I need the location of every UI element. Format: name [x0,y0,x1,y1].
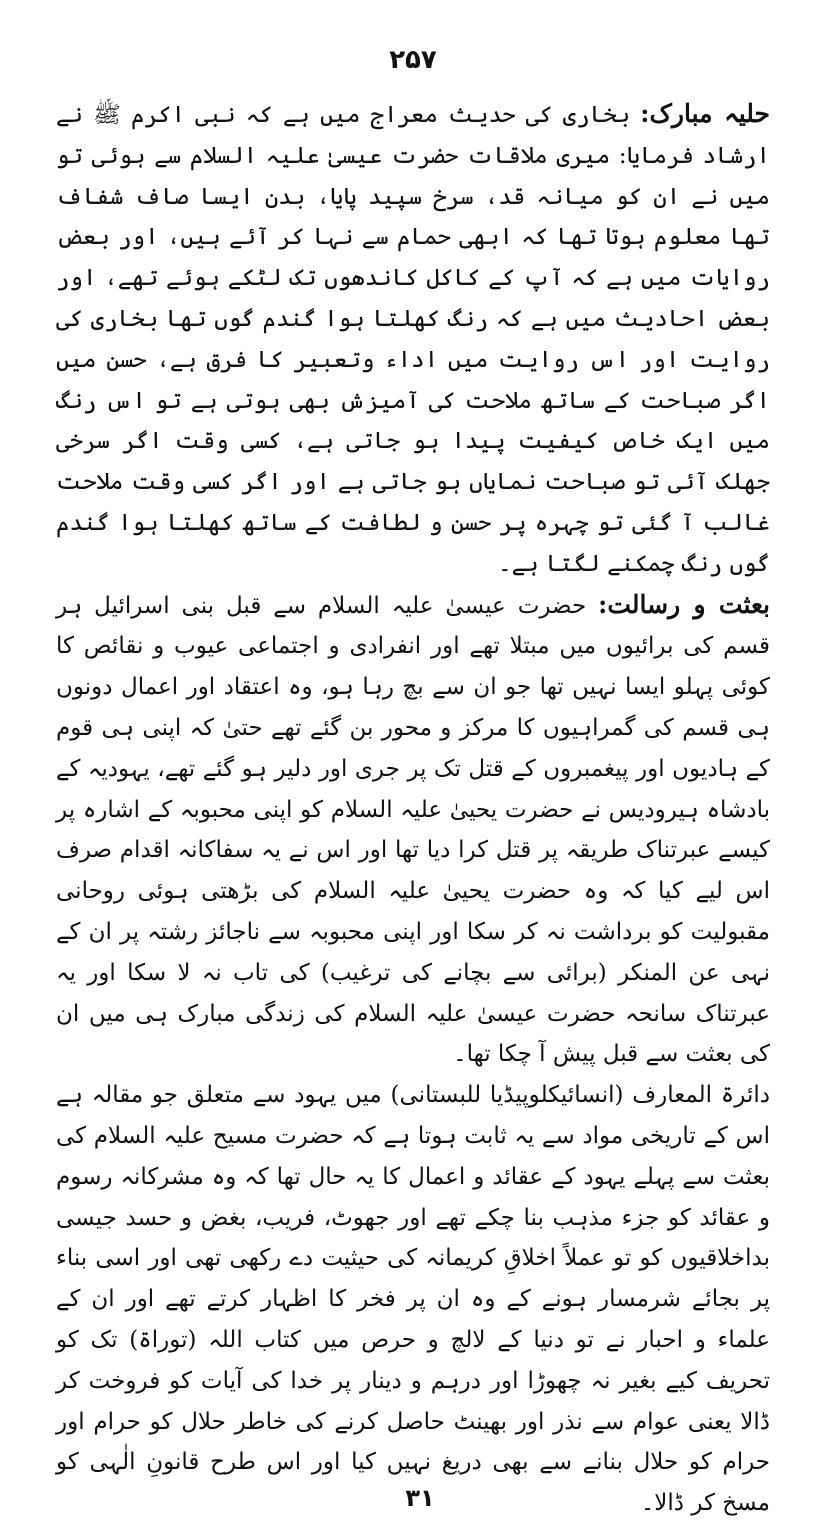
section-heading-appearance: حلیہ مبارک: [640,99,771,128]
paragraph-appearance [56,94,770,585]
paragraph-text: حضرت عیسیٰ علیہ السلام سے قبل بنی اسرائیل ہر قسم کی برائیوں میں مبتلا تھے اور انفرادی و اجتماعی عیوب و نقائص کا کوئی پہلو ایسا نہیں تھا جو ان سے بچ رہا ہو، وہ اعتقاد اور اعمال دونوں ہی قسم کی گمراہیوں کا مرکز و محور بن گئے تھے حتیٰ کہ اپنی ہی قوم کے ہادیوں اور پیغمبروں کے قتل تک پر جری اور دلیر ہو گئے تھے، یہودیہ کے بادشاہ ہیرودیس نے حضرت یحییٰ علیہ السلام کو اپنی محبوبہ کے اشارہ پر کیسے عبرتناک طریقہ پر قتل کرا دیا تھا اور اس نے یہ سفاکانہ اقدام صرف اس لیے کیا کہ وہ حضرت یحییٰ علیہ السلام کی بڑھتی ہوئی روحانی مقبولیت کو برداشت نہ کر سکا اور اپنی محبوبہ سے ناجائز رشتہ پر ان کے نہی عن المنکر (برائی سے بچانے کی ترغیب) کی تاب نہ لا سکا اور یہ عبرتناک سانحہ حضرت عیسیٰ علیہ السلام کی زندگی مبارک ہی میں ان کی بعثت سے قبل پیش آ چکا تھا۔ [56,592,770,1068]
page-number-top: ۲۵۷ [389,45,437,75]
paragraph-text: دائرۃ المعارف (انسائیکلوپیڈیا للبستانی) میں یہود سے متعلق جو مقالہ ہے اس کے تاریخی مواد سے یہ ثابت ہوتا ہے کہ حضرت مسیح علیہ السلام کی بعثت سے پہلے یہود کے عقائد و اعمال کا یہ حال تھا کہ وہ مشرکانہ رسوم و عقائد کو جزء مذہب بنا چکے تھے اور جھوٹ، فریب، بغض و حسد جیسی بداخلاقیوں کو تو عملاً اخلاقِ کریمانہ کی حیثیت دے رکھی تھی اور اسی بناء پر بجائے شرمسار ہونے کے وہ ان پر فخر کا اظہار کرتے تھے اور ان کے علماء و احبار نے تو دنیا کے لالچ و حرص میں کتاب اللہ (توراۃ) تک کو تحریف کیے بغیر نہ چھوڑا اور درہم و دینار پر خدا کی آیات کو فروخت کر ڈالا یعنی عوام سے نذر اور بھینٹ حاصل کرنے کی خاطر حلال کو حرام اور حرام کو حلال بنانے سے بھی دریغ نہیں کیا اور اس طرح قانونِ الٰہی کو مسخ کر ڈالا۔ [56,1082,770,1517]
paragraph-prophethood [56,585,770,1076]
section-heading-prophethood: بعثت و رسالت: [598,589,771,619]
page-body [56,94,770,1524]
page-number-bottom: ۳۱ [405,1484,435,1512]
paragraph-text: بخاری کی حدیث معراج میں ہے کہ نبی اکرم ﷺ نے ارشاد فرمایا: میری ملاقات حضرت عیسیٰ علیہ السلام سے ہوئی تو میں نے ان کو میانہ قد، سرخ سپید پایا، بدن ایسا صاف شفاف تھا معلوم ہوتا تھا کہ ابھی حمام سے نہا کر آئے ہیں، اور بعض روایات میں ہے کہ آپ کے کاکل کاندھوں تک لٹکے ہوئے تھے، اور بعض احادیث میں ہے کہ رنگ کھلتا ہوا گندم گوں تھا بخاری کی روایت اور اس روایت میں اداء وتعبیر کا فرق ہے، حسن میں اگر صباحت کے ساتھ ملاحت کی آمیزش بھی ہوتی ہے تو اس رنگ میں ایک خاص کیفیت پیدا ہو جاتی ہے، کسی وقت اگر سرخی جھلک آئی تو صباحت نمایاں ہو جاتی ہے اور اگر کسی وقت ملاحت غالب آ گئی تو چہرہ پر حسن و لطافت کے ساتھ کھلتا ہوا گندم گوں رنگ چمکنے لگتا ہے۔ [56,102,770,577]
paragraph-encyclopedia [56,1075,770,1524]
